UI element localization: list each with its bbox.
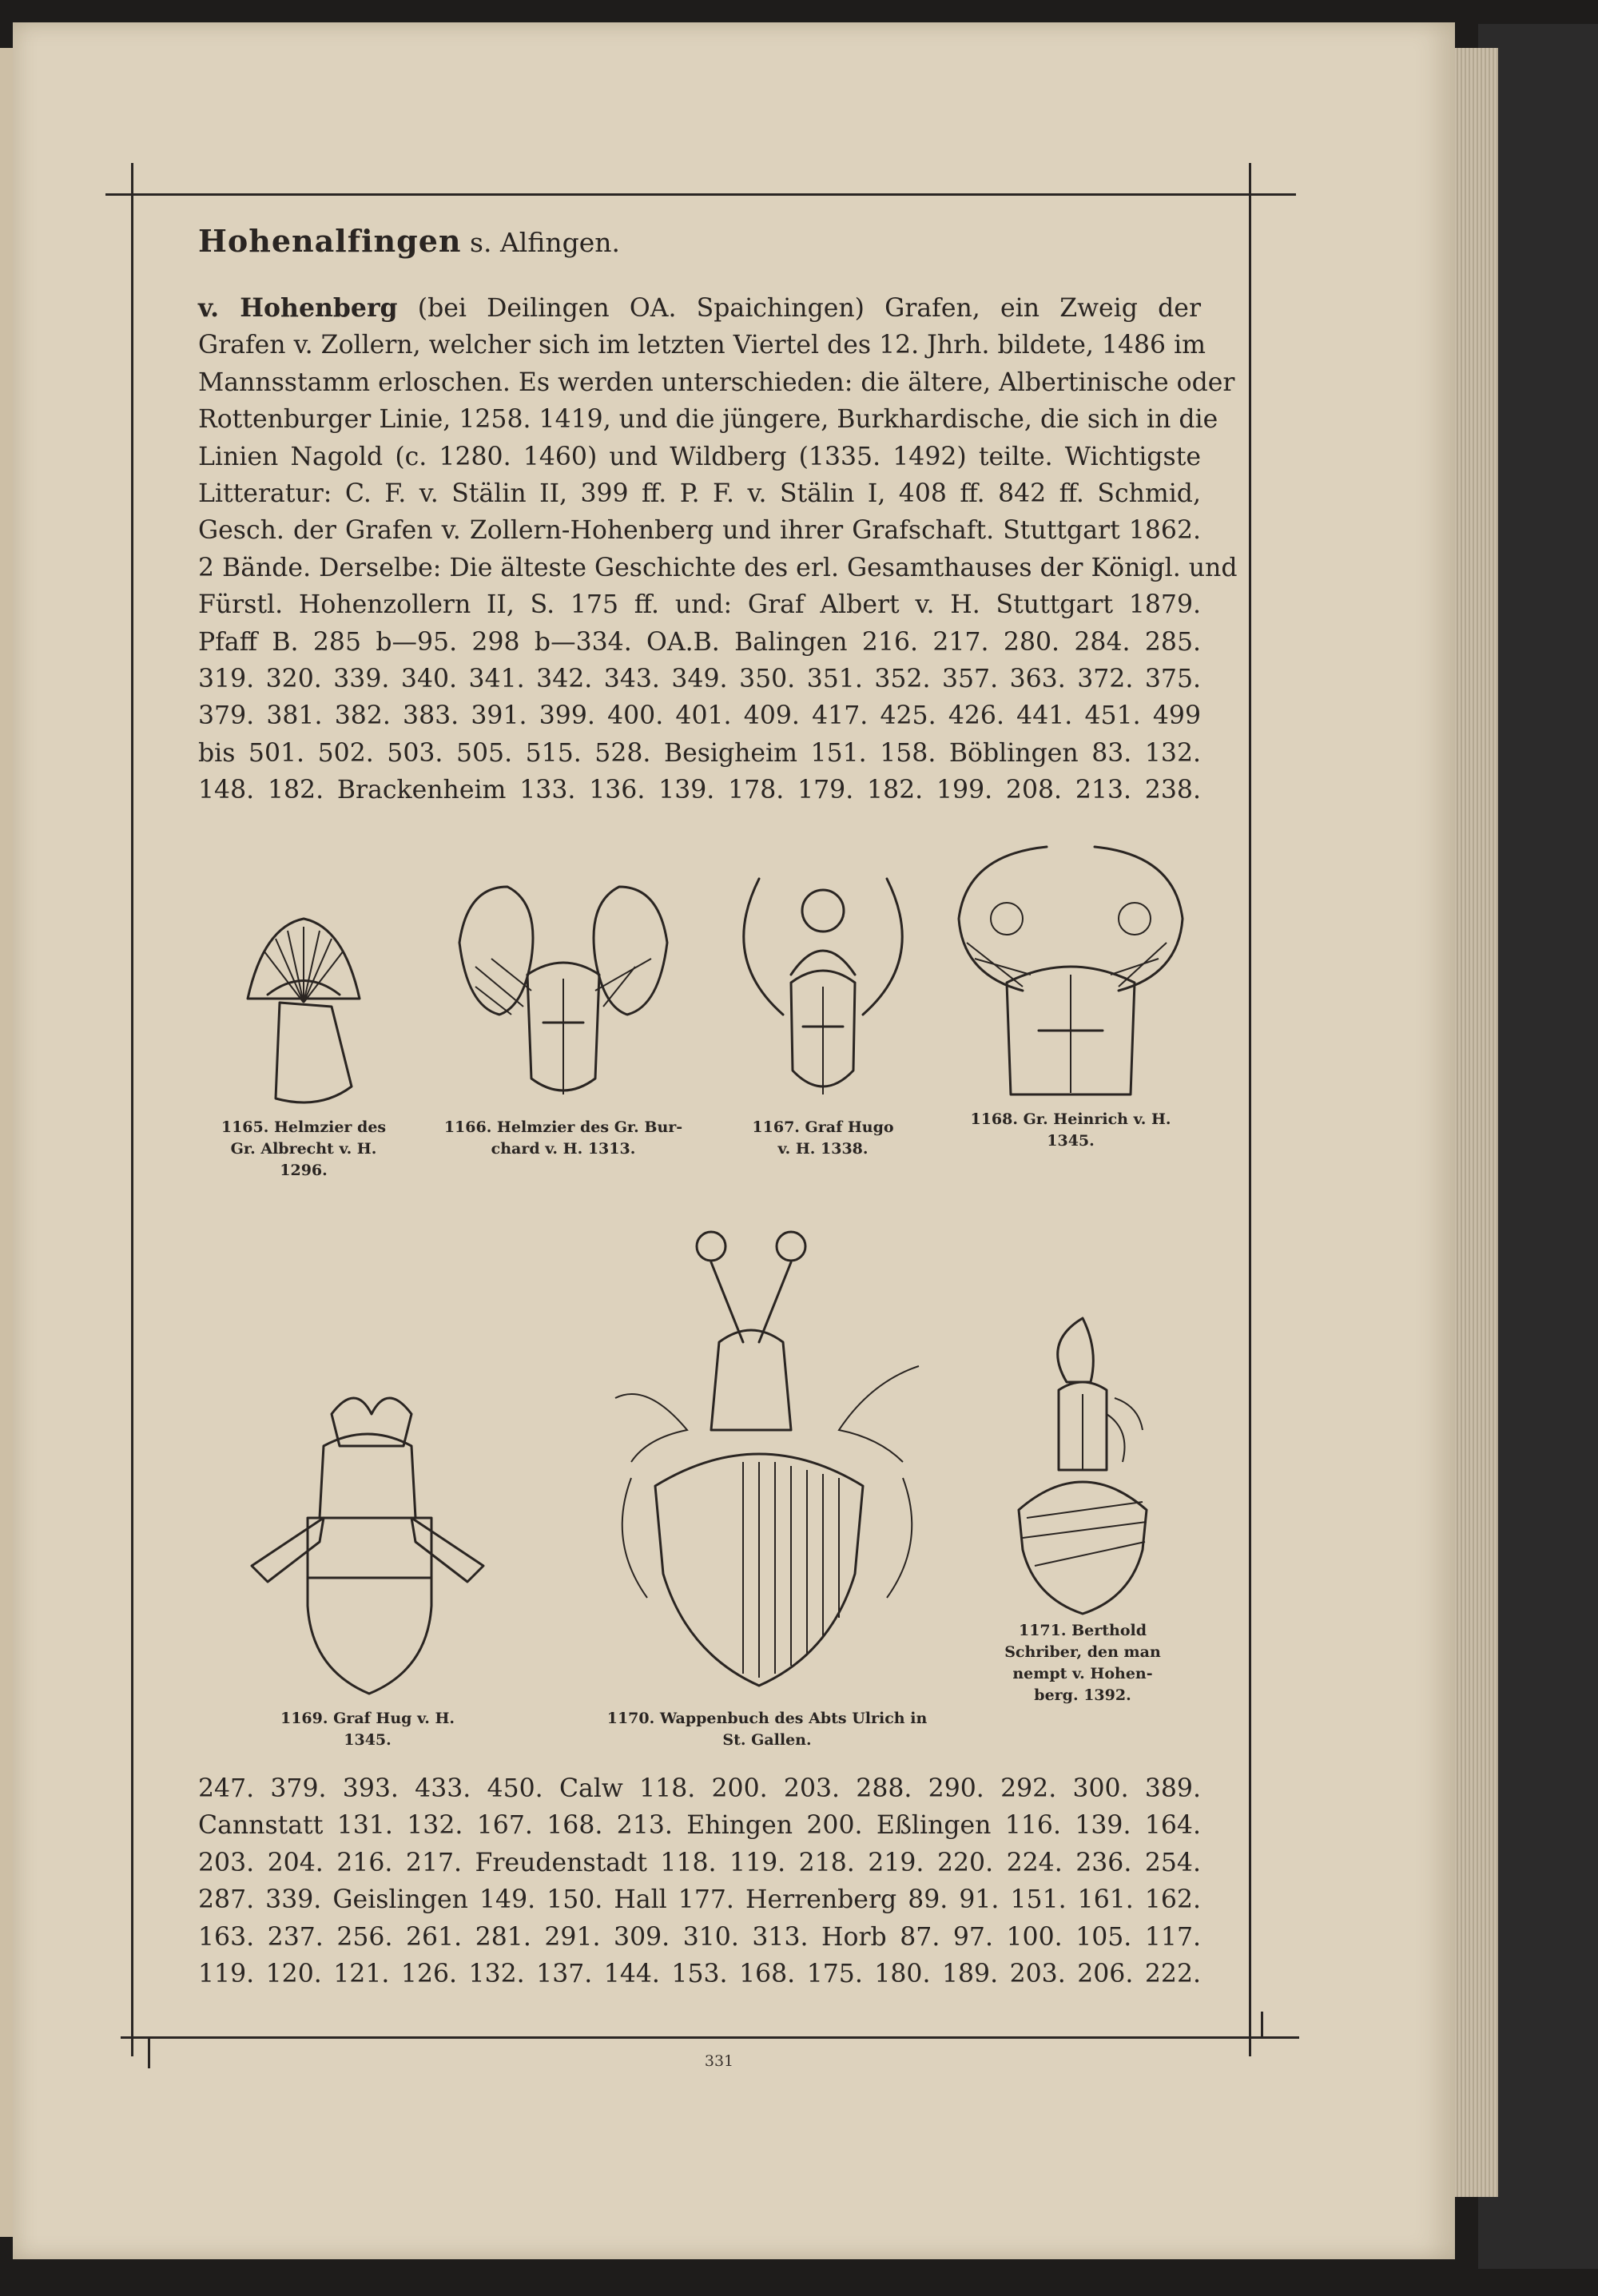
entry-line: 148. 182. Brackenheim 133. 136. 139. 178. 179. 182. 199. 208. 213. 238. — [198, 776, 1201, 805]
entry-line: 247. 379. 393. 433. 450. Calw 118. 200. 203. 288. 290. 292. 300. 389. — [198, 1774, 1201, 1803]
figure-1169 — [240, 1382, 495, 1751]
crest-fan-illustration — [232, 895, 376, 1110]
figure-caption: 1166. Helmzier des Gr. Bur- chard v. H. 1313. — [443, 1118, 683, 1158]
page-number: 331 — [704, 2052, 734, 2070]
entry-line: Cannstatt 131. 132. 167. 168. 213. Ehingen 200. Eßlingen 116. 139. 164. — [198, 1811, 1201, 1841]
entry-lemma: v. Hohenberg — [198, 293, 398, 323]
figure-caption: 1165. Helmzier des Gr. Albrecht v. H. 1296. — [221, 1118, 387, 1179]
figure-1171 — [999, 1310, 1167, 1706]
entry-line: Pfaff B. 285 b—95. 298 b—334. OA.B. Balingen 216. 217. 280. 284. 285. — [198, 627, 1201, 657]
frame-top-rule — [105, 193, 1296, 196]
frame-right-rule — [1249, 163, 1251, 2056]
heading-reference: s. Alfingen. — [470, 227, 620, 258]
figure-1165 — [200, 895, 407, 1182]
entry-line: Rottenburger Linie, 1258. 1419, und die jüngere, Burkhardische, die sich in die — [198, 405, 1218, 435]
entry-line: 287. 339. Geislingen 149. 150. Hall 177. Herrenberg 89. 91. 151. 161. 162. — [198, 1885, 1201, 1915]
entry-line: Mannsstamm erloschen. Es werden unterschieden: die ältere, Albertinische oder — [198, 367, 1235, 397]
winged-helm-illustration — [451, 871, 675, 1110]
frame-bottom-left-tick — [148, 2036, 150, 2068]
entry-line: Linien Nagold (c. 1280. 1460) und Wildberg (1335. 1492) teilte. Wichtigste — [198, 442, 1201, 471]
figure-1168 — [943, 839, 1198, 1152]
heading-entry — [198, 221, 1201, 263]
frame-bottom-right-tick — [1261, 2012, 1263, 2037]
figure-caption: 1171. Berthold Schriber, den man nempt v. Hohen- berg. 1392. — [1004, 1622, 1161, 1704]
heading-term: Hohenalfingen — [198, 223, 462, 259]
lower-text-block — [198, 1770, 1201, 1992]
figure-caption: 1167. Graf Hugo v. H. 1338. — [752, 1118, 894, 1158]
figure-caption: 1170. Wappenbuch des Abts Ulrich in St. Gallen. — [606, 1710, 928, 1749]
entry-line: v. Hohenberg (bei Deilingen OA. Spaichingen) Grafen, ein Zweig der — [198, 293, 1201, 323]
entry-line: 2 Bände. Derselbe: Die älteste Geschichte des erl. Gesamthauses der Königl. und — [198, 553, 1238, 582]
frame-bottom-rule — [121, 2036, 1299, 2039]
frame-left-rule — [131, 163, 133, 2056]
figure-1166 — [431, 871, 695, 1160]
horned-great-helm-illustration — [951, 839, 1191, 1102]
helm-with-bust-illustration — [727, 863, 919, 1110]
entry-line: 379. 381. 382. 383. 391. 399. 400. 401. 409. 417. 425. 426. 441. 451. 499 — [198, 701, 1201, 731]
entry-line: Litteratur: C. F. v. Stälin II, 399 ff. P. F. v. Stälin I, 408 ff. 842 ff. Schmid, — [198, 479, 1201, 509]
entry-body — [198, 290, 1238, 809]
entry-line: 203. 204. 216. 217. Freudenstadt 118. 119. 218. 219. 220. 224. 236. 254. — [198, 1848, 1201, 1877]
entry-line: 163. 237. 256. 261. 281. 291. 309. 310. 313. Horb 87. 97. 100. 105. 117. — [198, 1922, 1201, 1952]
coat-of-arms-illustration — [599, 1222, 935, 1702]
crest-and-shield-illustration — [1011, 1310, 1155, 1614]
helm-and-shield-illustration — [244, 1382, 491, 1702]
upper-text-block — [198, 221, 1238, 809]
entry-line: Gesch. der Grafen v. Zollern-Hohenberg und ihrer Grafschaft. Stuttgart 1862. — [198, 516, 1201, 546]
entry-line: Fürstl. Hohenzollern II, S. 175 ff. und: Graf Albert v. H. Stuttgart 1879. — [198, 590, 1201, 620]
entry-line: bis 501. 502. 503. 505. 515. 528. Besigheim 151. 158. Böblingen 83. 132. — [198, 738, 1201, 768]
figure-caption: 1169. Graf Hug v. H. 1345. — [280, 1710, 455, 1749]
entry-line: 319. 320. 339. 340. 341. 342. 343. 349. 350. 351. 352. 357. 363. 372. 375. — [198, 665, 1201, 694]
entry-line: 119. 120. 121. 126. 132. 137. 144. 153. 168. 175. 180. 189. 203. 206. 222. — [198, 1960, 1201, 1989]
figure-caption: 1168. Gr. Heinrich v. H. 1345. — [970, 1110, 1171, 1150]
figure-1170 — [591, 1222, 943, 1751]
entry-line: Grafen v. Zollern, welcher sich im letzten Viertel des 12. Jhrh. bildete, 1486 im — [198, 331, 1206, 360]
figure-1167 — [719, 863, 927, 1160]
